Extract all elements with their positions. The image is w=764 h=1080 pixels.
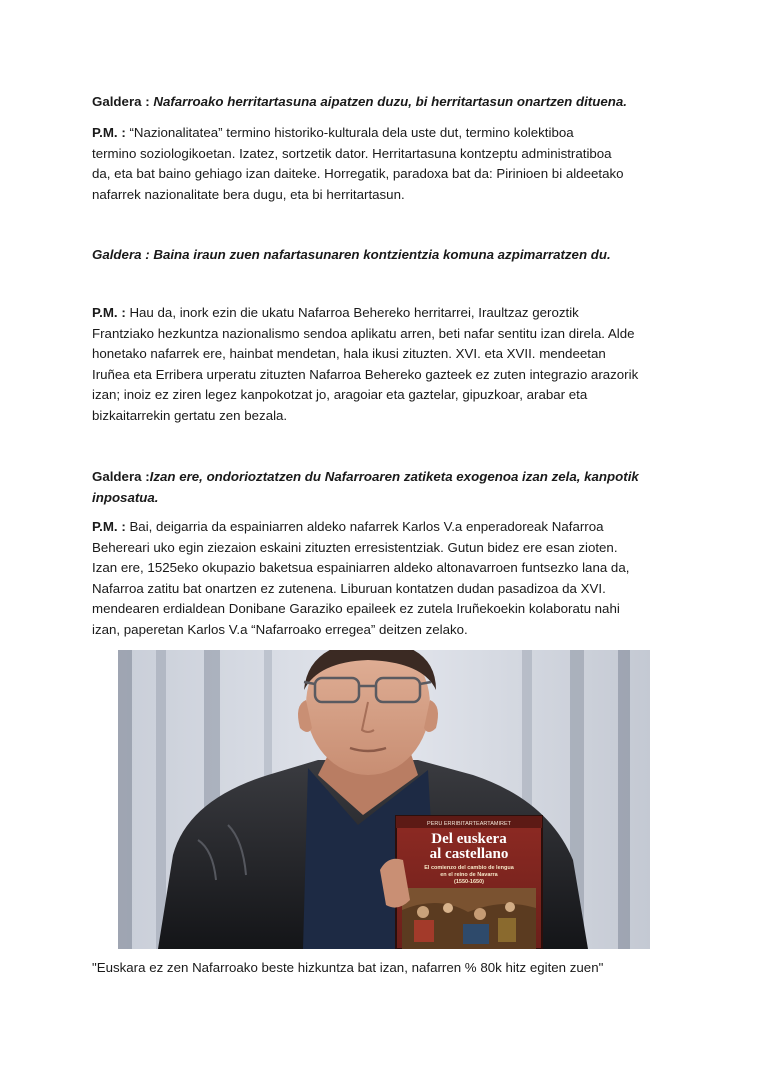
question-1-prefix: Galdera :	[92, 94, 154, 109]
photo-caption: "Euskara ez zen Nafarroako beste hizkuntza bat izan, nafarren % 80k hitz egiten zuen"	[92, 960, 604, 975]
answer-3-line: Izan ere, 1525eko okupazio baketsua espainiarren aldeko altonavarroen funtsezko lana da,	[92, 560, 630, 575]
answer-3-line: Behereari uko egin ziezaion eskaini zituzten erresistentziak. Gutun bidez ere esan zioten.	[92, 539, 618, 555]
question-3-prefix: Galdera :	[92, 469, 150, 484]
answer-3-line: izan, paperetan Karlos V.a “Nafarroako erregea” deitzen zelako.	[92, 621, 468, 637]
answer-2-line: izan; inoiz ez ziren legez kanpokotzat jo, aragoiar eta gaztelar, gipuzkoar, arabar eta	[92, 387, 588, 402]
answer-1-prefix: P.M. :	[92, 125, 130, 140]
book-subtitle-line2: en el reino de Navarra	[440, 872, 498, 878]
question-2-prefix: Galdera :	[92, 247, 154, 262]
author-photo	[118, 650, 650, 949]
book-subtitle-line3: (1550-1650)	[454, 879, 484, 885]
answer-2-line: Frantziako hezkuntza nazionalismo sendoa aplikatu arren, beti nafar sentitu izan direla. Alde	[92, 325, 635, 341]
question-1	[92, 92, 627, 113]
answer-1-line: termino soziologikoetan. Izatez, sortzetik dator. Herritartasuna kontzeptu administratiboa	[92, 145, 612, 161]
answer-1-line: da, eta bat baino gehiago izan daiteke. Horregatik, paradoxa bat da: Pirinioen bi aldeetako	[92, 166, 624, 181]
question-3-text: inposatua.	[92, 489, 159, 505]
book-subtitle-line1: El comienzo del cambio de lengua	[424, 865, 514, 871]
answer-3-line: mendearen erdialdean Donibane Garaziko epaileek ez zutela Iruñekoekin kolaboratu nahi	[92, 601, 620, 616]
answer-3-line: Bai, deigarria da espainiarren aldeko nafarrek Karlos V.a enperadoreak Nafarroa	[129, 519, 604, 534]
book-title-line2: al castellano	[429, 846, 509, 862]
book-author: PERU ERRIBITARTEARTAMIRET	[427, 821, 511, 827]
question-2	[92, 245, 611, 266]
book-cover	[396, 816, 542, 949]
answer-2	[92, 303, 638, 426]
question-3-text: Izan ere, ondorioztatzen du Nafarroaren zatiketa exogenoa izan zela, kanpotik	[149, 469, 639, 484]
answer-3-prefix: P.M. :	[92, 519, 130, 534]
answer-2-line: Iruñea eta Erribera urperatu zituzten Nafarroa Behereko gazteek ez zuten integrazio arazorik	[92, 366, 639, 382]
answer-2-prefix: P.M. :	[92, 305, 130, 320]
answer-3-line: Nafarroa zatitu bat onartzen ez zutenena. Liburuan kontatzen dudan pasadizoa da XVI.	[92, 580, 606, 596]
question-2-text: Baina iraun zuen nafartasunaren kontzientzia komuna azpimarratzen du.	[153, 247, 611, 262]
answer-3	[92, 517, 629, 640]
answer-1	[92, 123, 624, 205]
question-1-text: Nafarroako herritartasuna aipatzen duzu, bi herritartasun onartzen dituena.	[153, 94, 627, 109]
answer-2-line: Hau da, inork ezin die ukatu Nafarroa Behereko herritarrei, Iraultzaz geroztik	[129, 305, 579, 320]
answer-1-line: nafarrek nazionalitate bera dugu, eta bi herritartasun.	[92, 186, 405, 202]
question-3	[92, 467, 639, 508]
answer-2-line: honetako nafarrek ere, hainbat mendetan, hala ikusi zituzten. XVI. eta XVII. mendeetan	[92, 346, 606, 361]
answer-1-line: “Nazionalitatea” termino historiko-kulturala dela uste dut, termino kolektiboa	[129, 125, 574, 140]
answer-2-line: bizkaitarrekin gertatu zen bezala.	[92, 407, 288, 423]
book-title-line1: Del euskera	[431, 831, 507, 847]
